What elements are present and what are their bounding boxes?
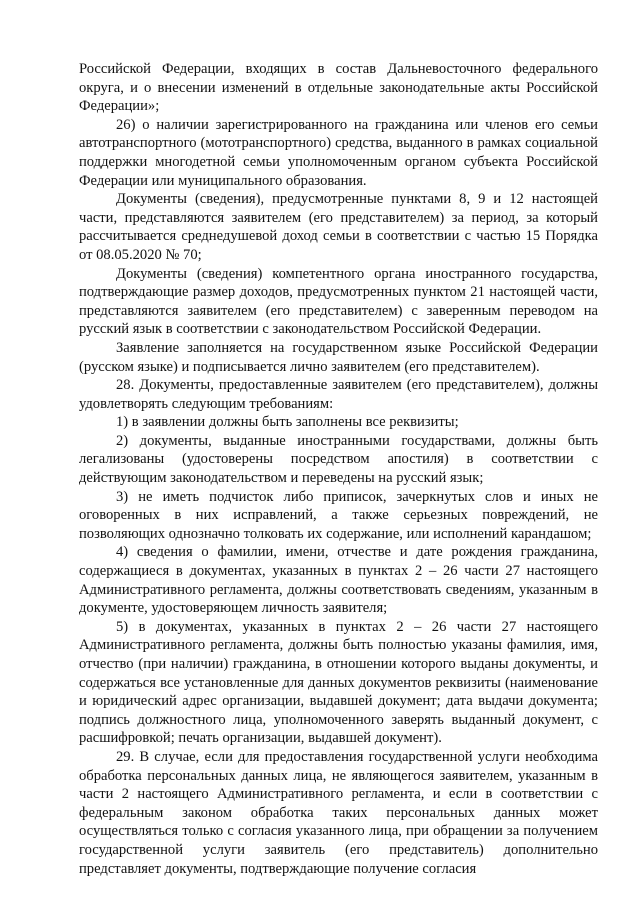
paragraph-section-29: 29. В случае, если для предоставления государственной услуги необходима обработка персональных данных лица, не являющегося заявителем, указанным в части 2 настоящего Административного регламента, и если в соответствии с федеральным законом обработка таких персональных данных может осуществляться только с согласия указанного лица, при обращении за получением государственной услуги заявитель (его представитель) дополнительно представляет документы, подтверждающие получение согласия xyxy=(79,748,598,877)
paragraph-requirement-2: 2) документы, выданные иностранными государствами, должны быть легализованы (удостоверены посредством апостиля) в соответствии с действующим законодательством и переведены на русский язык; xyxy=(79,432,598,487)
paragraph-requirement-5: 5) в документах, указанных в пунктах 2 – 26 части 27 настоящего Административного регламента, должны быть полностью указаны фамилия, имя, отчество (при наличии) гражданина, в отношении которого выданы документы, и содержаться все установленные для данных документов реквизиты (наименование и юридический адрес организации, выдавшей документ; дата выдачи документа; подпись должностного лица, уполномоченного заверять выданный документ, с расшифровкой; печать организации, выдавшей документ). xyxy=(79,618,598,747)
paragraph-requirement-3: 3) не иметь подчисток либо приписок, зачеркнутых слов и иных не оговоренных в них исправлений, а также серьезных повреждений, не позволяющих однозначно толковать их содержание, или исполнений карандашом; xyxy=(79,488,598,542)
paragraph-requirement-4: 4) сведения о фамилии, имени, отчестве и дате рождения гражданина, содержащиеся в документах, указанных в пунктах 2 – 26 части 27 настоящего Административного регламента, должны соответствовать сведениям, указанным в документе, удостоверяющем личность заявителя; xyxy=(79,544,598,617)
paragraph-continuation: Российской Федерации, входящих в состав Дальневосточного федерального округа, и о внесении изменений в отдельные законодательные акты Российской Федерации»; xyxy=(79,61,598,115)
paragraph-foreign-documents: Документы (сведения) компетентного органа иностранного государства, подтверждающие размер доходов, предусмотренных пунктом 21 настоящей части, представляются заявителем (его представителем) с заверенным переводом на русский язык в соответствии с законодательством Российской Федерации. xyxy=(79,265,598,338)
paragraph-section-28: 28. Документы, предоставленные заявителем (его представителем), должны удовлетворять следующим требованиям: xyxy=(79,377,598,412)
paragraph-documents-period: Документы (сведения), предусмотренные пунктами 8, 9 и 12 настоящей части, представляются заявителем (его представителем) за период, за который рассчитывается среднедушевой доход семьи в соответствии с частью 15 Порядка от 08.05.2020 № 70; xyxy=(79,191,598,263)
paragraph-application-language: Заявление заполняется на государственном языке Российской Федерации (русском языке) и подписывается лично заявителем (его представителем). xyxy=(79,339,598,375)
document-page xyxy=(79,60,598,878)
paragraph-item-26: 26) о наличии зарегистрированного на гражданина или членов его семьи автотранспортного (мототранспортного) средства, выданного в рамках социальной поддержки многодетной семьи уполномоченным органом субъекта Российской Федерации или муниципального образования. xyxy=(79,116,598,189)
paragraph-requirement-1: 1) в заявлении должны быть заполнены все реквизиты; xyxy=(116,414,459,431)
